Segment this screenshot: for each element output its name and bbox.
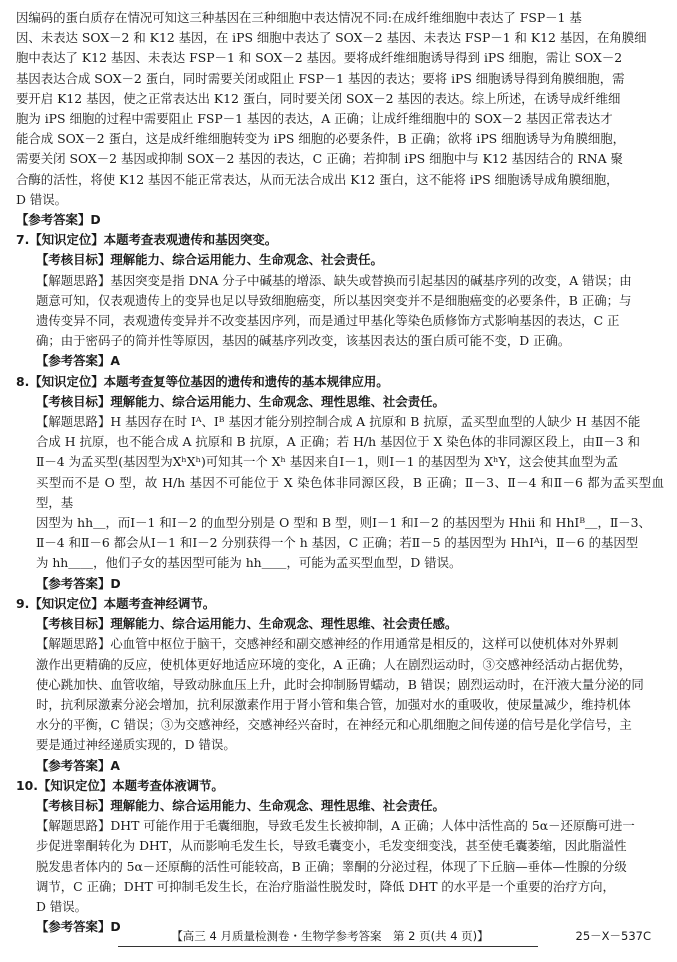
goal-line: 【考核目标】理解能力、综合运用能力、生命观念、理性思维、社会责任。	[36, 393, 445, 409]
text-line: 遗传变异不同，表观遗传变异并不改变基因序列，而是通过甲基化等染色质修饰方式影响基因的表达，C 正	[36, 313, 620, 329]
text-line: 基因表达合成 SOX－2 蛋白，同时需要关闭或阻止 FSP－1 基因的表达；要将 iPS 细胞诱导得到角膜细胞，需	[16, 70, 625, 86]
answer-line: 【参考答案】D	[36, 919, 121, 935]
text-line: 买型而不是 O 型，故 H/h 基因不可能位于 X 染色体非同源区段，B 正确；Ⅱ－3、Ⅱ－4 和Ⅱ－6 都为孟买型血型，基	[36, 474, 664, 510]
text-line: D 错误。	[16, 191, 68, 207]
goal-line: 【考核目标】理解能力、综合运用能力、生命观念、理性思维、社会责任。	[36, 797, 445, 813]
text-line: 能合成 SOX－2 蛋白，这是成纤维细胞转变为 iPS 细胞的必要条件，B 正确；欲将 iPS 细胞诱导为角膜细胞，	[16, 131, 626, 147]
text-line: 因型为 hh＿，而Ⅰ－1 和Ⅰ－2 的血型分别是 O 型和 B 型，则Ⅰ－1 和Ⅰ－2 的基因型为 Hhii 和 HhIᴮ＿，Ⅱ－3、	[36, 515, 651, 531]
text-line: 确；由于密码子的简并性等原因，基因的碱基序列改变，该基因表达的蛋白质可能不变，D 正确。	[36, 333, 571, 349]
text-line: 为 hh＿＿，他们子女的基因型可能为 hh＿＿，可能为孟买型血型，D 错误。	[36, 555, 462, 571]
footer-title: 【高三 4 月质量检测卷・生物学参考答案 第 2 页(共 4 页)】	[171, 929, 489, 943]
text-line: 需要关闭 SOX－2 基因或抑制 SOX－2 基因的表达，C 正确；若抑制 iPS 细胞中与 K12 基因结合的 RNA 聚	[16, 151, 623, 167]
question-heading: 8.【知识定位】本题考查复等位基因的遗传和遗传的基本规律应用。	[16, 373, 389, 389]
answer-line: 【参考答案】D	[36, 575, 121, 591]
answer-line: 【参考答案】D	[16, 212, 101, 228]
answer-line: 【参考答案】A	[36, 353, 120, 369]
text-line: 激作出更精确的反应，使机体更好地适应环境的变化，A 正确；人在剧烈运动时，③交感神经活动占据优势，	[36, 656, 632, 672]
question-heading: 7.【知识定位】本题考查表观遗传和基因突变。	[16, 232, 278, 248]
goal-line: 【考核目标】理解能力、综合运用能力、生命观念、社会责任。	[36, 252, 383, 268]
text-line: Ⅱ－4 为孟买型(基因型为XʰXʰ)可知其一个 Xʰ 基因来自Ⅰ－1，则Ⅰ－1 的基因型为 XʰY，这会使其血型为孟	[36, 454, 619, 470]
text-line: 时，抗利尿激素分泌会增加，抗利尿激素作用于肾小管和集合管，加强对水的重吸收，使尿量减少，维持机体	[36, 696, 631, 712]
text-line: 胞中表达了 K12 基因、未表达 FSP－1 和 SOX－2 基因。要将成纤维细胞诱导得到 iPS 细胞，需让 SOX－2	[16, 50, 623, 66]
text-line: 【解题思路】H 基因存在时 Iᴬ、Iᴮ 基因才能分别控制合成 A 抗原和 B 抗原，孟买型血型的人缺少 H 基因不能	[36, 414, 641, 430]
page-footer	[0, 928, 677, 950]
footer-code: 25－X－537C	[575, 929, 651, 943]
footer-rule	[118, 946, 538, 947]
text-line: 胞为 iPS 细胞的过程中需要阻止 FSP－1 基因的表达，A 正确；让成纤维细胞中的 SOX－2 基因正常表达才	[16, 111, 613, 127]
text-line: 【解题思路】心血管中枢位于脑干，交感神经和副交感神经的作用通常是相反的，这样可以使机体对外界刺	[36, 636, 619, 652]
question-heading: 10.【知识定位】本题考查体液调节。	[16, 777, 224, 793]
text-line: D 错误。	[36, 898, 88, 914]
text-line: 步促进睾酮转化为 DHT，从而影响毛发生长，导致毛囊变小，毛发变细变浅，甚至使毛囊萎缩，因此脂溢性	[36, 838, 627, 854]
text-line: 脱发患者体内的 5α－还原酶的活性可能较高，B 正确；睾酮的分泌过程，体现了下丘脑—垂体—性腺的分级	[36, 858, 627, 874]
text-line: Ⅱ－4 和Ⅱ－6 都会从Ⅰ－1 和Ⅰ－2 分别获得一个 h 基因，C 正确；若Ⅱ－5 的基因型为 HhIᴬi，Ⅱ－6 的基因型	[36, 535, 639, 551]
text-line: 调节，C 正确；DHT 可抑制毛发生长，在治疗脂溢性脱发时，降低 DHT 的水平是一个重要的治疗方向，	[36, 878, 615, 894]
text-line: 【解题思路】基因突变是指 DNA 分子中碱基的增添、缺失或替换而引起基因的碱基序列的改变，A 错误；由	[36, 272, 632, 288]
goal-line: 【考核目标】理解能力、综合运用能力、生命观念、理性思维、社会责任感。	[36, 616, 458, 632]
text-line: 使心跳加快、血管收缩，导致动脉血压上升，此时会抑制肠胃蠕动，B 错误；剧烈运动时，在汗液大量分泌的同	[36, 676, 644, 692]
text-line: 题意可知，仅表观遗传上的变异也足以导致细胞癌变，所以基因突变并不是细胞癌变的必要条件，B 正确；与	[36, 292, 632, 308]
text-line: 要开启 K12 基因，使之正常表达出 K12 蛋白，同时要关闭 SOX－2 基因的表达。综上所述，在诱导成纤维细	[16, 90, 621, 106]
text-line: 合成 H 抗原，也不能合成 A 抗原和 B 抗原，A 正确；若 H/h 基因位于 X 染色体的非同源区段上，由Ⅱ－3 和	[36, 434, 641, 450]
text-line: 要是通过神经递质实现的，D 错误。	[36, 737, 236, 753]
text-line: 因编码的蛋白质存在情况可知这三种基因在三种细胞中表达情况不同:在成纤维细胞中表达了 FSP－1 基	[16, 10, 582, 25]
text-line: 合酶的活性，将使 K12 基因不能正常表达，从而无法合成出 K12 蛋白，这不能将 iPS 细胞诱导成角膜细胞，	[16, 171, 619, 187]
document-body	[16, 8, 664, 937]
answer-line: 【参考答案】A	[36, 757, 120, 773]
text-line: 水分的平衡，C 错误；③为交感神经，交感神经兴奋时，在神经元和心肌细胞之间传递的信号是化学信号，主	[36, 717, 632, 733]
text-line: 因、未表达 SOX－2 和 K12 基因，在 iPS 细胞中表达了 SOX－2 基因、未表达 FSP－1 和 K12 基因，在角膜细	[16, 30, 647, 46]
question-heading: 9.【知识定位】本题考查神经调节。	[16, 595, 216, 611]
text-line: 【解题思路】DHT 可能作用于毛囊细胞，导致毛发生长被抑制，A 正确；人体中活性高的 5α－还原酶可进一	[36, 818, 635, 834]
